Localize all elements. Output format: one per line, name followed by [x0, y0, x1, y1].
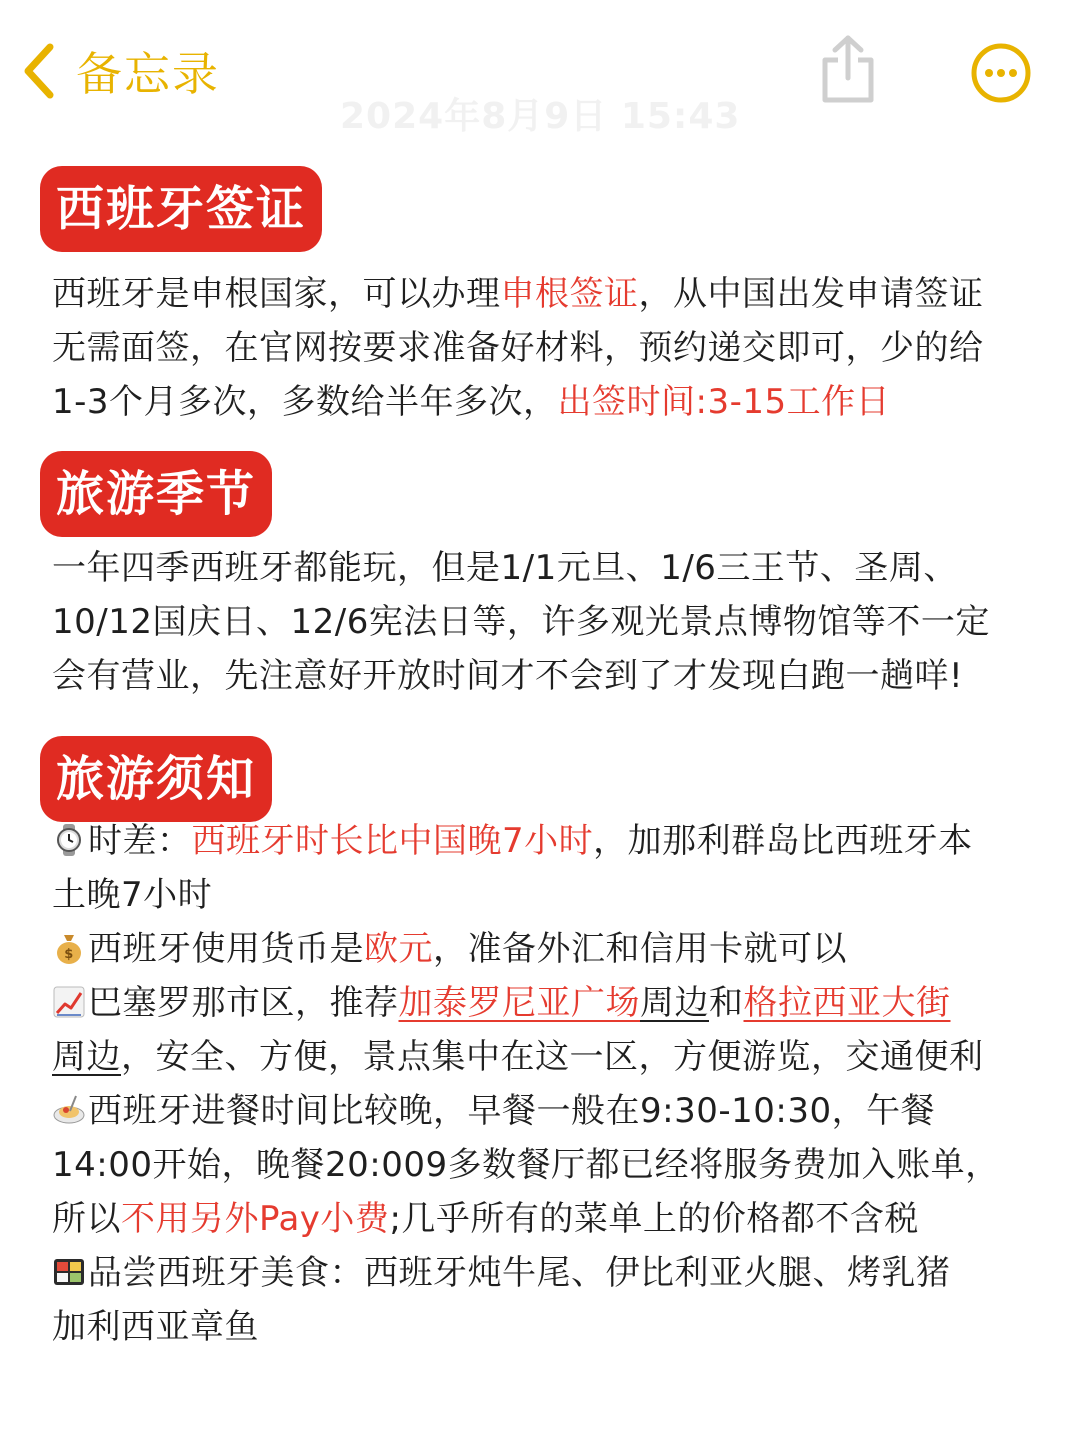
tip-timezone-line-2: 土晚7小时 [52, 875, 213, 915]
season-line-1: 一年四季西班牙都能玩，但是1/1元旦、1/6三王节、圣周、 [52, 548, 958, 588]
text-segment: 品尝西班牙美食：西班牙炖牛尾、伊比利亚火腿、烤乳猪 [88, 1253, 951, 1293]
text-segment: ;几乎所有的菜单上的价格都不含税 [389, 1199, 919, 1239]
chevron-left-icon [20, 41, 58, 101]
tip-meal-line-3 [52, 1192, 1042, 1246]
season-paragraph [52, 541, 1042, 703]
watch-emoji-icon [52, 823, 86, 857]
text-segment: ，加那利群岛比西班牙本 [593, 821, 973, 861]
tip-food-line-1 [52, 1246, 1042, 1300]
season-line-2: 10/12国庆日、12/6宪法日等，许多观光景点博物馆等不一定 [52, 602, 990, 642]
section-title-tips: 旅游须知 [40, 736, 272, 822]
tip-area-line-1 [52, 976, 1042, 1030]
text-segment: 西班牙使用货币是 [88, 929, 364, 969]
text-segment: ，准备外汇和信用卡就可以 [433, 929, 847, 969]
tips-paragraph [52, 814, 1042, 1354]
highlight-time-difference: 西班牙时长比中国晚7小时 [191, 821, 594, 861]
chart-increasing-emoji-icon [52, 985, 86, 1019]
tip-currency-line [52, 922, 1042, 976]
section-title-visa: 西班牙签证 [40, 166, 322, 252]
text-segment: 所以 [52, 1199, 121, 1239]
link-catalonia-square[interactable]: 加泰罗尼亚广场 [398, 983, 640, 1023]
text-segment: 1-3个月多次，多数给半年多次， [52, 382, 558, 422]
text-segment: ，从中国出发申请签证 [638, 274, 984, 314]
tip-area-line-2 [52, 1030, 1042, 1084]
svg-text:$: $ [64, 947, 74, 962]
tip-meal-line-1 [52, 1084, 1042, 1138]
text-segment: 西班牙是申根国家，可以办理 [52, 274, 501, 314]
text-segment: ，安全、方便，景点集中在这一区，方便游览，交通便利 [121, 1037, 984, 1077]
spaghetti-emoji-icon [52, 1093, 86, 1127]
link-gracia-avenue[interactable]: 格拉西亚大街 [743, 983, 951, 1023]
highlight-schengen-visa: 申根签证 [500, 274, 639, 314]
highlight-no-tip: 不用另外Pay小费 [121, 1199, 390, 1239]
nav-bar [0, 0, 1080, 150]
text-segment: 巴塞罗那市区，推荐 [88, 983, 399, 1023]
visa-line-3 [52, 375, 1042, 429]
back-button[interactable] [20, 38, 220, 104]
visa-line-1 [52, 267, 1042, 321]
link-surroundings-1[interactable]: 周边 [640, 983, 709, 1023]
more-circle-icon [970, 42, 1032, 104]
back-label: 备忘录 [76, 47, 220, 101]
season-line-3: 会有营业，先注意好开放时间才不会到了才发现白跑一趟咩! [52, 656, 964, 696]
tip-meal-line-2: 14:00开始，晚餐20:009多数餐厅都已经将服务费加入账单， [52, 1145, 1000, 1185]
note-date: 2024年8月9日 15:43 [340, 96, 741, 137]
tip-food-line-2: 加利西亚章鱼 [52, 1307, 259, 1347]
highlight-processing-time: 出签时间:3-15工作日 [557, 382, 891, 422]
bento-box-emoji-icon [52, 1255, 86, 1289]
more-button[interactable] [970, 42, 1032, 108]
visa-line-2: 无需面签，在官网按要求准备好材料，预约递交即可，少的给 [52, 328, 984, 368]
share-button[interactable] [818, 34, 878, 110]
money-bag-emoji-icon [52, 931, 86, 965]
section-title-season: 旅游季节 [40, 451, 272, 537]
link-surroundings-2[interactable]: 周边 [52, 1037, 121, 1077]
text-segment: 西班牙进餐时间比较晚，早餐一般在9:30-10:30，午餐 [88, 1091, 936, 1131]
text-segment: 和 [709, 983, 744, 1023]
tip-timezone-line-1 [52, 814, 1042, 868]
text-segment: 时差： [88, 821, 192, 861]
visa-paragraph [52, 267, 1042, 429]
share-icon [818, 34, 878, 106]
highlight-euro: 欧元 [364, 929, 433, 969]
